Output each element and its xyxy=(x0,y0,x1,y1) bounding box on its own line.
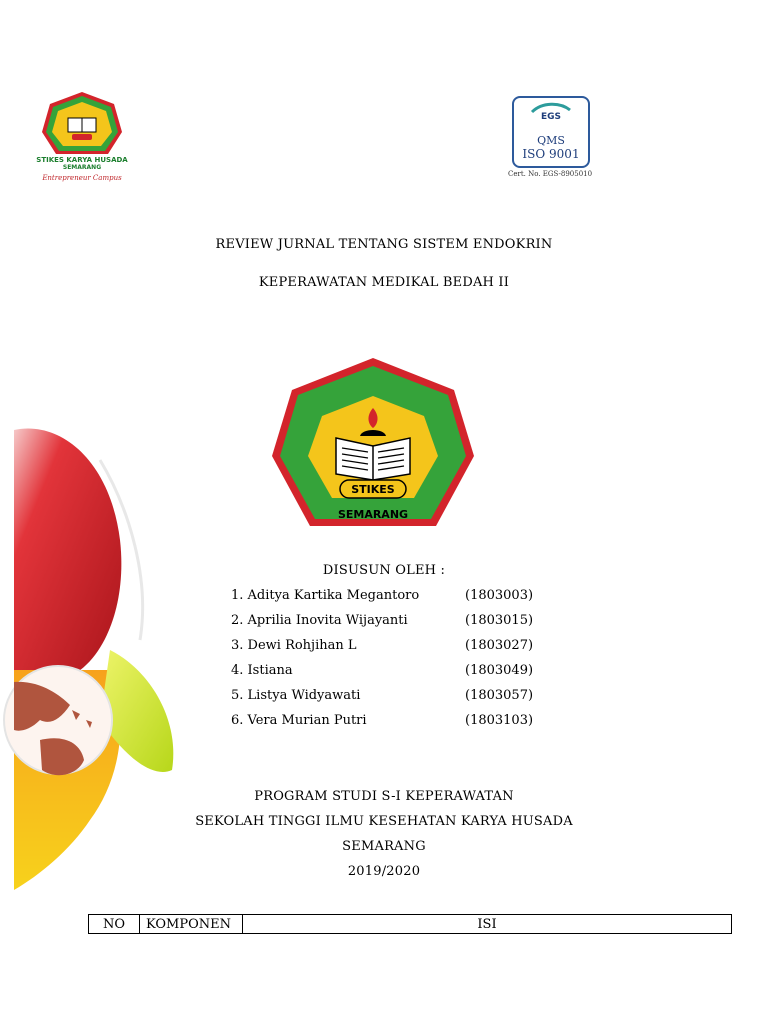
school-name: SEKOLAH TINGGI ILMU KESEHATAN KARYA HUSADA xyxy=(195,814,573,829)
header-logo-name: STIKES KARYA HUSADA xyxy=(36,156,128,164)
author-nim: (1803049) xyxy=(465,663,534,678)
author-nim: (1803027) xyxy=(465,638,534,653)
author-nim: (1803003) xyxy=(465,588,534,603)
author-name: 2. Aprilia Inovita Wijayanti xyxy=(231,613,408,628)
table-header-no: NO xyxy=(89,915,140,934)
author-name: 1. Aditya Kartika Megantoro xyxy=(231,588,420,603)
course-title: KEPERAWATAN MEDIKAL BEDAH II xyxy=(258,275,510,290)
iso-certification-badge xyxy=(508,96,598,182)
main-logo-city-label: SEMARANG xyxy=(337,508,409,521)
table-header-komponen: KOMPONEN xyxy=(140,915,243,934)
author-name: 4. Istiana xyxy=(231,663,293,678)
author-nim: (1803103) xyxy=(465,713,534,728)
stikes-header-logo xyxy=(28,88,136,188)
document-title: REVIEW JURNAL TENTANG SISTEM ENDOKRIN xyxy=(215,237,553,252)
review-table xyxy=(88,914,732,934)
iso-qms: QMS xyxy=(537,134,565,147)
author-nim: (1803015) xyxy=(465,613,534,628)
city-name: SEMARANG xyxy=(342,839,426,854)
table-header-row xyxy=(89,915,732,934)
iso-brand: EGS xyxy=(540,112,562,122)
academic-year: 2019/2020 xyxy=(347,864,421,879)
header-logo-tagline: Entrepreneur Campus xyxy=(42,174,122,182)
main-logo-stikes-label: STIKES xyxy=(351,483,395,496)
iso-cert-number: Cert. No. EGS-8905010 xyxy=(508,170,593,178)
author-name: 5. Listya Widyawati xyxy=(231,688,361,703)
authors-heading: DISUSUN OLEH : xyxy=(322,563,446,578)
program-name: PROGRAM STUDI S-I KEPERAWATAN xyxy=(254,789,514,804)
author-name: 6. Vera Murian Putri xyxy=(231,713,367,728)
stikes-small-emblem-icon xyxy=(28,88,136,188)
iso-9001: ISO 9001 xyxy=(522,147,580,161)
table-header-isi: ISI xyxy=(243,915,732,934)
header-logo-city: SEMARANG xyxy=(62,164,102,171)
author-nim: (1803057) xyxy=(465,688,534,703)
stikes-main-logo xyxy=(270,356,476,536)
author-name: 3. Dewi Rohjihan L xyxy=(231,638,357,653)
